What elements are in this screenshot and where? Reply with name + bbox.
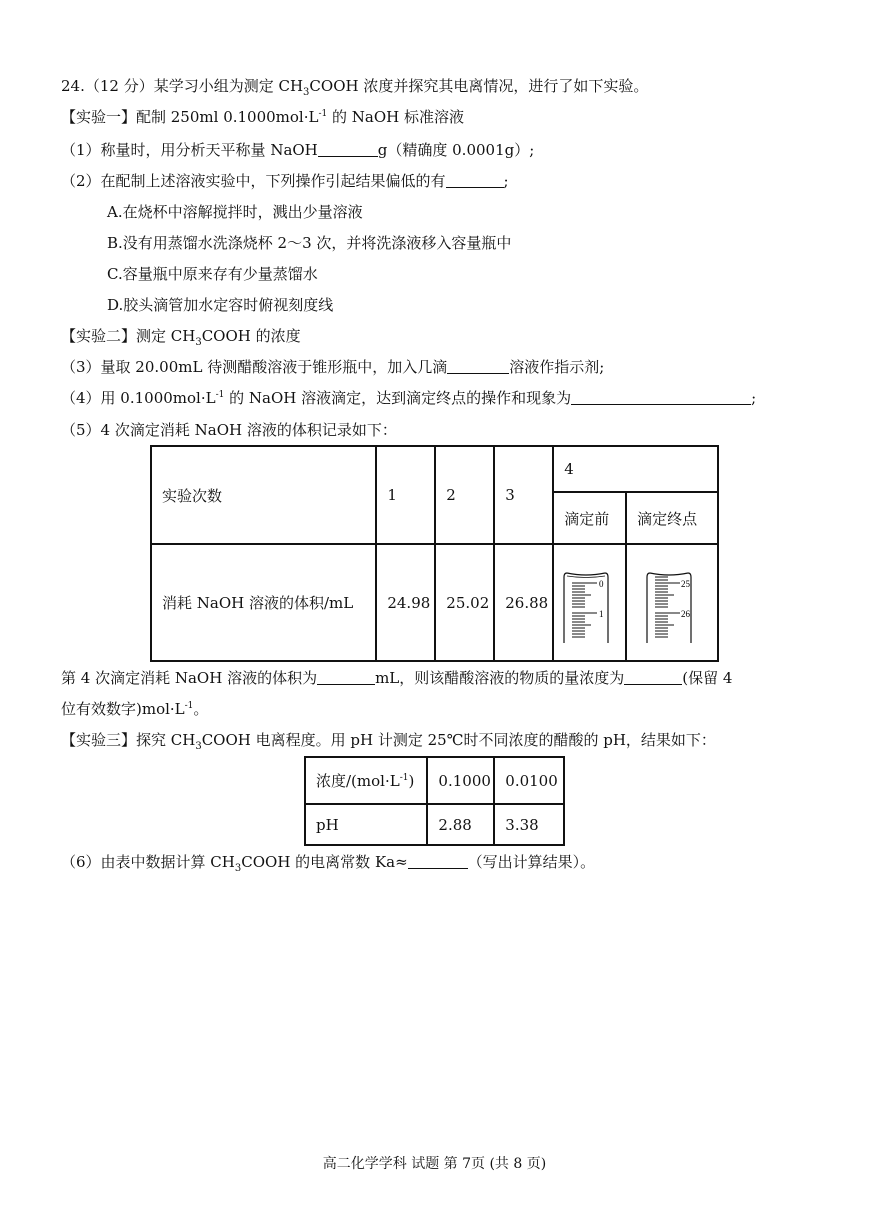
burette-before-icon [555, 563, 624, 643]
volume-value: 26.88 [494, 544, 553, 661]
sub-question-2: （2）在配制上述溶液实验中，下列操作引起结果偏低的有 ; [61, 172, 509, 190]
burette-before-cell [553, 544, 626, 661]
burette-after-cell [626, 544, 718, 661]
svg-text:26: 26 [680, 608, 690, 619]
option-d: D.胶头滴管加水定容时俯视刻度线 [107, 296, 334, 314]
sub-question-4: （4）用 $0.1000mol\cdot L^{-1}$ 的 NaOH 溶液滴定，达到滴定终点的操作和现象为 ; [61, 389, 757, 407]
header-before: 滴定前 [553, 492, 626, 544]
experiment-1-heading: 【实验一】配制 250ml $0.1000mol\cdot L^{-1}$ 的 NaOH 标准溶液 [61, 108, 465, 126]
row-label-volume: 消耗 NaOH 溶液的体积/mL [151, 544, 376, 661]
answer-blank[interactable] [317, 668, 375, 685]
sub-question-3: （3）量取 20.00mL 待测醋酸溶液于锥形瓶中，加入几滴 溶液作指示剂; [61, 358, 605, 376]
volume-value: 24.98 [376, 544, 435, 661]
volume-question: 第 4 次滴定消耗 NaOH 溶液的体积为 mL，则该醋酸溶液的物质的量浓度为 (保留 4 [61, 669, 733, 687]
volume-question-cont: 位有效数字)$mol\cdot L^{-1}$。 [61, 700, 209, 718]
svg-text:1: 1 [599, 608, 604, 619]
header-end: 滴定终点 [626, 492, 718, 544]
page-footer: 高二化学学科 试题 第 7页 (共 8 页) [322, 1156, 547, 1172]
sub-question-1: （1）称量时，用分析天平称量 NaOH g（精确度 0.0001g）; [61, 141, 535, 159]
answer-blank[interactable] [446, 171, 504, 188]
sub-question-6: （6）由表中数据计算 $CH_3COOH$ 的电离常数 Ka≈ （写出计算结果）。 [61, 853, 596, 874]
burette-after-icon [638, 563, 707, 643]
option-a: A.在烧杯中溶解搅拌时，溅出少量溶液 [107, 203, 363, 221]
trial-number: 3 [494, 446, 553, 544]
sub-question-5: （5）4 次滴定消耗 NaOH 溶液的体积记录如下： [61, 421, 397, 439]
answer-blank[interactable] [624, 668, 682, 685]
ph-table [304, 756, 565, 846]
svg-text:25: 25 [680, 578, 690, 589]
concentration-header: 浓度$/(mol\cdot L^{-1})$ [305, 757, 427, 804]
ph-value: 2.88 [427, 804, 494, 845]
concentration-value: 0.0100 [494, 757, 564, 804]
trial-number: 1 [376, 446, 435, 544]
titration-table [150, 445, 719, 662]
experiment-3-heading: 【实验三】探究 $CH_3COOH$ 电离程度。用 pH 计测定 25℃时不同浓度的醋酸的 pH，结果如下： [61, 731, 716, 752]
trial-number: 2 [435, 446, 494, 544]
question-header: 24.（12 分）某学习小组为测定 $CH_3COOH$ 浓度并探究其电离情况，进行了如下实验。 [61, 77, 649, 98]
ph-value: 3.38 [494, 804, 564, 845]
answer-blank[interactable] [571, 388, 751, 405]
option-b: B.没有用蒸馏水洗涤烧杯 2～3 次，并将洗涤液移入容量瓶中 [107, 234, 512, 252]
trial-number: 4 [553, 446, 718, 492]
row-label-trial: 实验次数 [151, 446, 376, 544]
answer-blank[interactable] [318, 140, 378, 157]
ph-header: pH [305, 804, 427, 845]
answer-blank[interactable] [408, 852, 468, 869]
option-c: C.容量瓶中原来存有少量蒸馏水 [107, 265, 318, 283]
svg-text:0: 0 [599, 578, 604, 589]
answer-blank[interactable] [447, 357, 509, 374]
experiment-2-heading: 【实验二】测定 $CH_3COOH$ 的浓度 [61, 327, 301, 348]
concentration-value: 0.1000 [427, 757, 494, 804]
volume-value: 25.02 [435, 544, 494, 661]
